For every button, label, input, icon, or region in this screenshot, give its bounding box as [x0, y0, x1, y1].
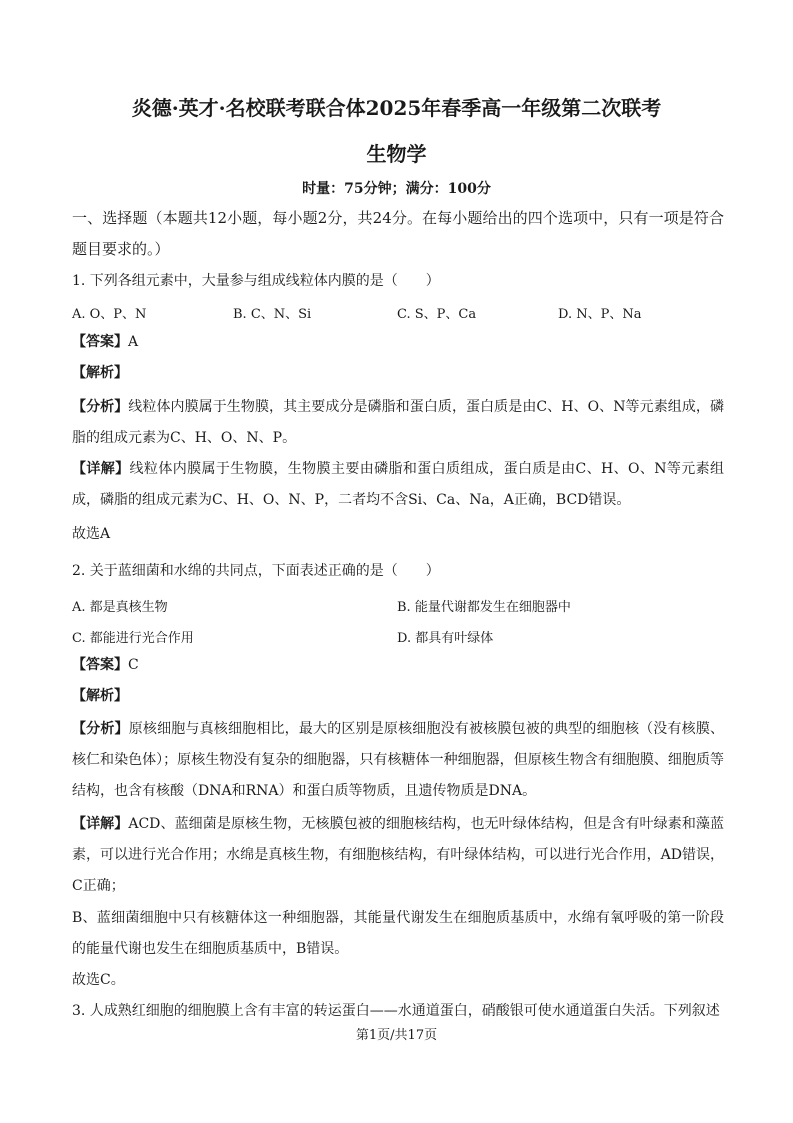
xiangjie-tag: 【详解】 [72, 461, 130, 477]
q2-analysis-tag: 【解析】 [72, 688, 128, 704]
fenxi-tag: 【分析】 [72, 721, 129, 737]
xiangjie-text: ACD、蓝细菌是原核生物，无核膜包被的细胞核结构，也无叶绿体结构，但是含有叶绿素和藻蓝素，可以进行光合作用；水绵是真核生物，有细胞核结构，有叶绿体结构，可以进行光合作用，AD错误，C正确； [72, 816, 724, 894]
fenxi-text: 原核细胞与真核细胞相比，最大的区别是原核细胞没有被核膜包被的典型的细胞核（没有核膜、核仁和染色体）；原核生物没有复杂的细胞器，只有核糖体一种细胞器，但原核生物含有细胞膜、细胞质等结构，也含有核酸（DNA和RNA）和蛋白质等物质，且遗传物质是DNA。 [72, 721, 725, 799]
exam-meta: 时量：75分钟；满分：100分 [302, 181, 491, 197]
q1-fenxi [72, 392, 724, 454]
xiangjie-tag: 【详解】 [72, 816, 129, 832]
subject-title: 生物学 [366, 142, 427, 166]
q1-answer [72, 327, 724, 358]
q2-option-d: D. 都具有叶绿体 [397, 631, 494, 646]
xiangjie-text: 线粒体内膜属于生物膜，生物膜主要由磷脂和蛋白质组成，蛋白质是由C、H、O、N等元素组成，磷脂的组成元素为C、H、O、N、P，二者均不含Si、Ca、Na，A正确，BCD错误。 [72, 461, 724, 508]
q1-option-d: D. N、P、Na [558, 307, 642, 322]
answer-value: C [128, 657, 139, 673]
q1-xiangjie [72, 454, 724, 516]
fenxi-text: 线粒体内膜属于生物膜，其主要成分是磷脂和蛋白质，蛋白质是由C、H、O、N等元素组成，磷脂的组成元素为C、H、O、N、P。 [72, 399, 724, 446]
q2-detail-b: B、蓝细菌细胞中只有核糖体这一种细胞器，其能量代谢发生在细胞质基质中，水绵有氧呼吸的第一阶段的能量代谢也发生在细胞质基质中，B错误。 [72, 910, 724, 957]
q2-conclusion: 故选C。 [72, 972, 125, 988]
q1-option-c: C. S、P、Ca [397, 307, 477, 322]
q1-analysis-tag: 【解析】 [72, 365, 128, 381]
q2-answer [72, 650, 724, 681]
answer-tag: 【答案】 [72, 657, 128, 673]
answer-value: A [128, 334, 139, 350]
q2-option-b: B. 能量代谢都发生在细胞器中 [397, 600, 571, 615]
q2-option-c: C. 都能进行光合作用 [72, 631, 194, 646]
fenxi-tag: 【分析】 [72, 399, 129, 415]
q1-option-a: A. O、P、N [72, 307, 147, 322]
question-2-stem: 2. 关于蓝细菌和水绵的共同点，下面表述正确的是（ ） [72, 563, 440, 579]
question-3-stem: 3. 人成熟红细胞的细胞膜上含有丰富的转运蛋白——水通道蛋白，硝酸银可使水通道蛋白失活。下列叙述 [72, 1003, 720, 1019]
q2-option-a: A. 都是真核生物 [72, 600, 168, 615]
page-footer: 第1页/共17页 [355, 1028, 438, 1043]
q1-conclusion: 故选A [72, 526, 111, 542]
section-intro: 一、选择题（本题共12小题，每小题2分，共24分。在每小题给出的四个选项中，只有一项是符合题目要求的。） [72, 209, 724, 258]
exam-title: 炎德·英才·名校联考联合体2025年春季高一年级第二次联考 [131, 96, 662, 120]
answer-tag: 【答案】 [72, 334, 128, 350]
q1-option-b: B. C、N、Si [233, 307, 312, 322]
question-1-stem: 1. 下列各组元素中，大量参与组成线粒体内膜的是（ ） [72, 273, 440, 289]
q2-xiangjie [72, 809, 724, 902]
q2-fenxi [72, 714, 724, 807]
